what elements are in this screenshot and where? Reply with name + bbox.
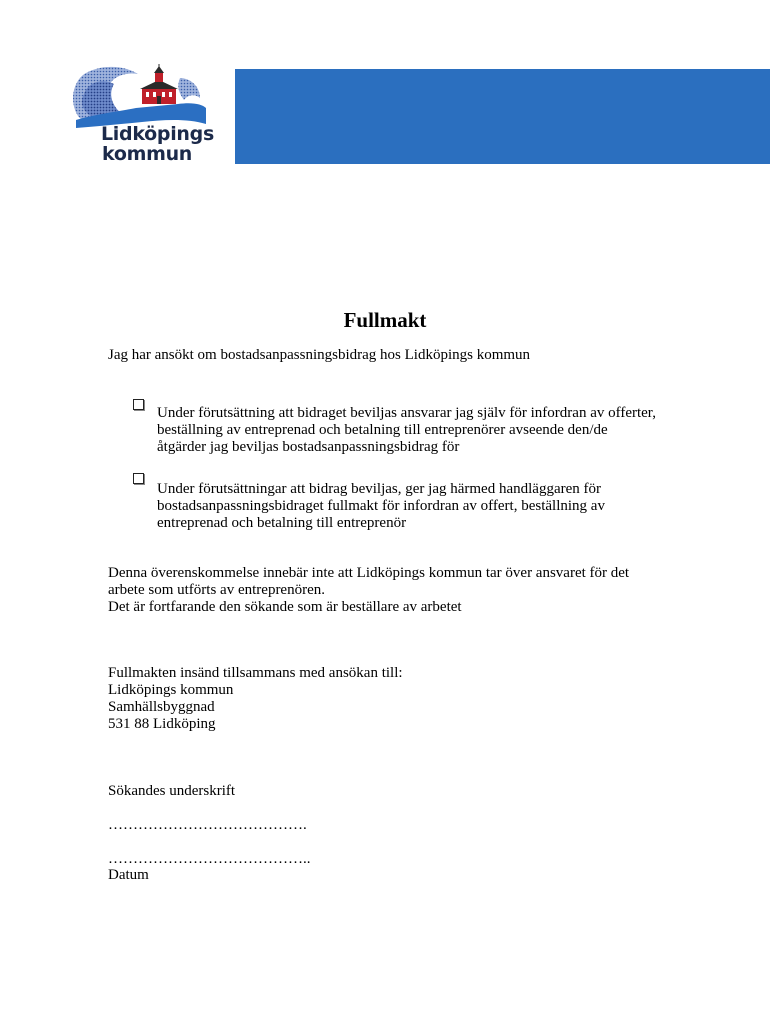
address-line: 531 88 Lidköping — [108, 716, 216, 732]
date-label: Datum — [108, 867, 149, 883]
disclaimer-line: Denna överenskommelse innebär inte att Lidköpings kommun tar över ansvaret för det — [108, 565, 630, 581]
option-1-text — [157, 405, 656, 456]
option-2-line: entreprenad och betalning till entreprenör — [157, 515, 407, 531]
logo-line-2: kommun — [102, 143, 193, 165]
address-line: Lidköpings kommun — [108, 682, 234, 698]
document-title: Fullmakt — [343, 308, 427, 332]
signature-line[interactable]: …………………………………. — [108, 817, 307, 833]
logo-line-1: Lidköpings — [101, 123, 214, 145]
option-2-text — [157, 481, 605, 532]
address-line: Fullmakten insänd tillsammans med ansökan till: — [108, 665, 403, 681]
signature-label: Sökandes underskrift — [108, 783, 236, 799]
intro-text: Jag har ansökt om bostadsanpassningsbidrag hos Lidköpings kommun — [108, 347, 531, 363]
address-block — [108, 665, 403, 733]
disclaimer-line: arbete som utförts av entreprenören. — [108, 582, 325, 598]
option-1-line: beställning av entreprenad och betalning till entreprenörer avseende den/de — [157, 422, 608, 438]
option-1-line: Under förutsättning att bidraget beviljas ansvarar jag själv för infordran av offerter, — [157, 405, 656, 421]
date-line[interactable]: ………………………………….. — [108, 851, 311, 867]
option-1-checkbox[interactable] — [133, 399, 144, 410]
option-2-line: Under förutsättningar att bidrag beviljas, ger jag härmed handläggaren för — [157, 481, 602, 497]
logo-wordmark — [101, 124, 214, 164]
option-1-line: åtgärder jag beviljas bostadsanpassningsbidrag för — [157, 439, 460, 455]
address-line: Samhällsbyggnad — [108, 699, 215, 715]
disclaimer-line: Det är fortfarande den sökande som är beställare av arbetet — [108, 599, 462, 615]
option-2-line: bostadsanpassningsbidraget fullmakt för infordran av offert, beställning av — [157, 498, 605, 514]
disclaimer — [108, 565, 629, 616]
header-banner — [235, 69, 770, 164]
option-2-checkbox[interactable] — [133, 473, 144, 484]
